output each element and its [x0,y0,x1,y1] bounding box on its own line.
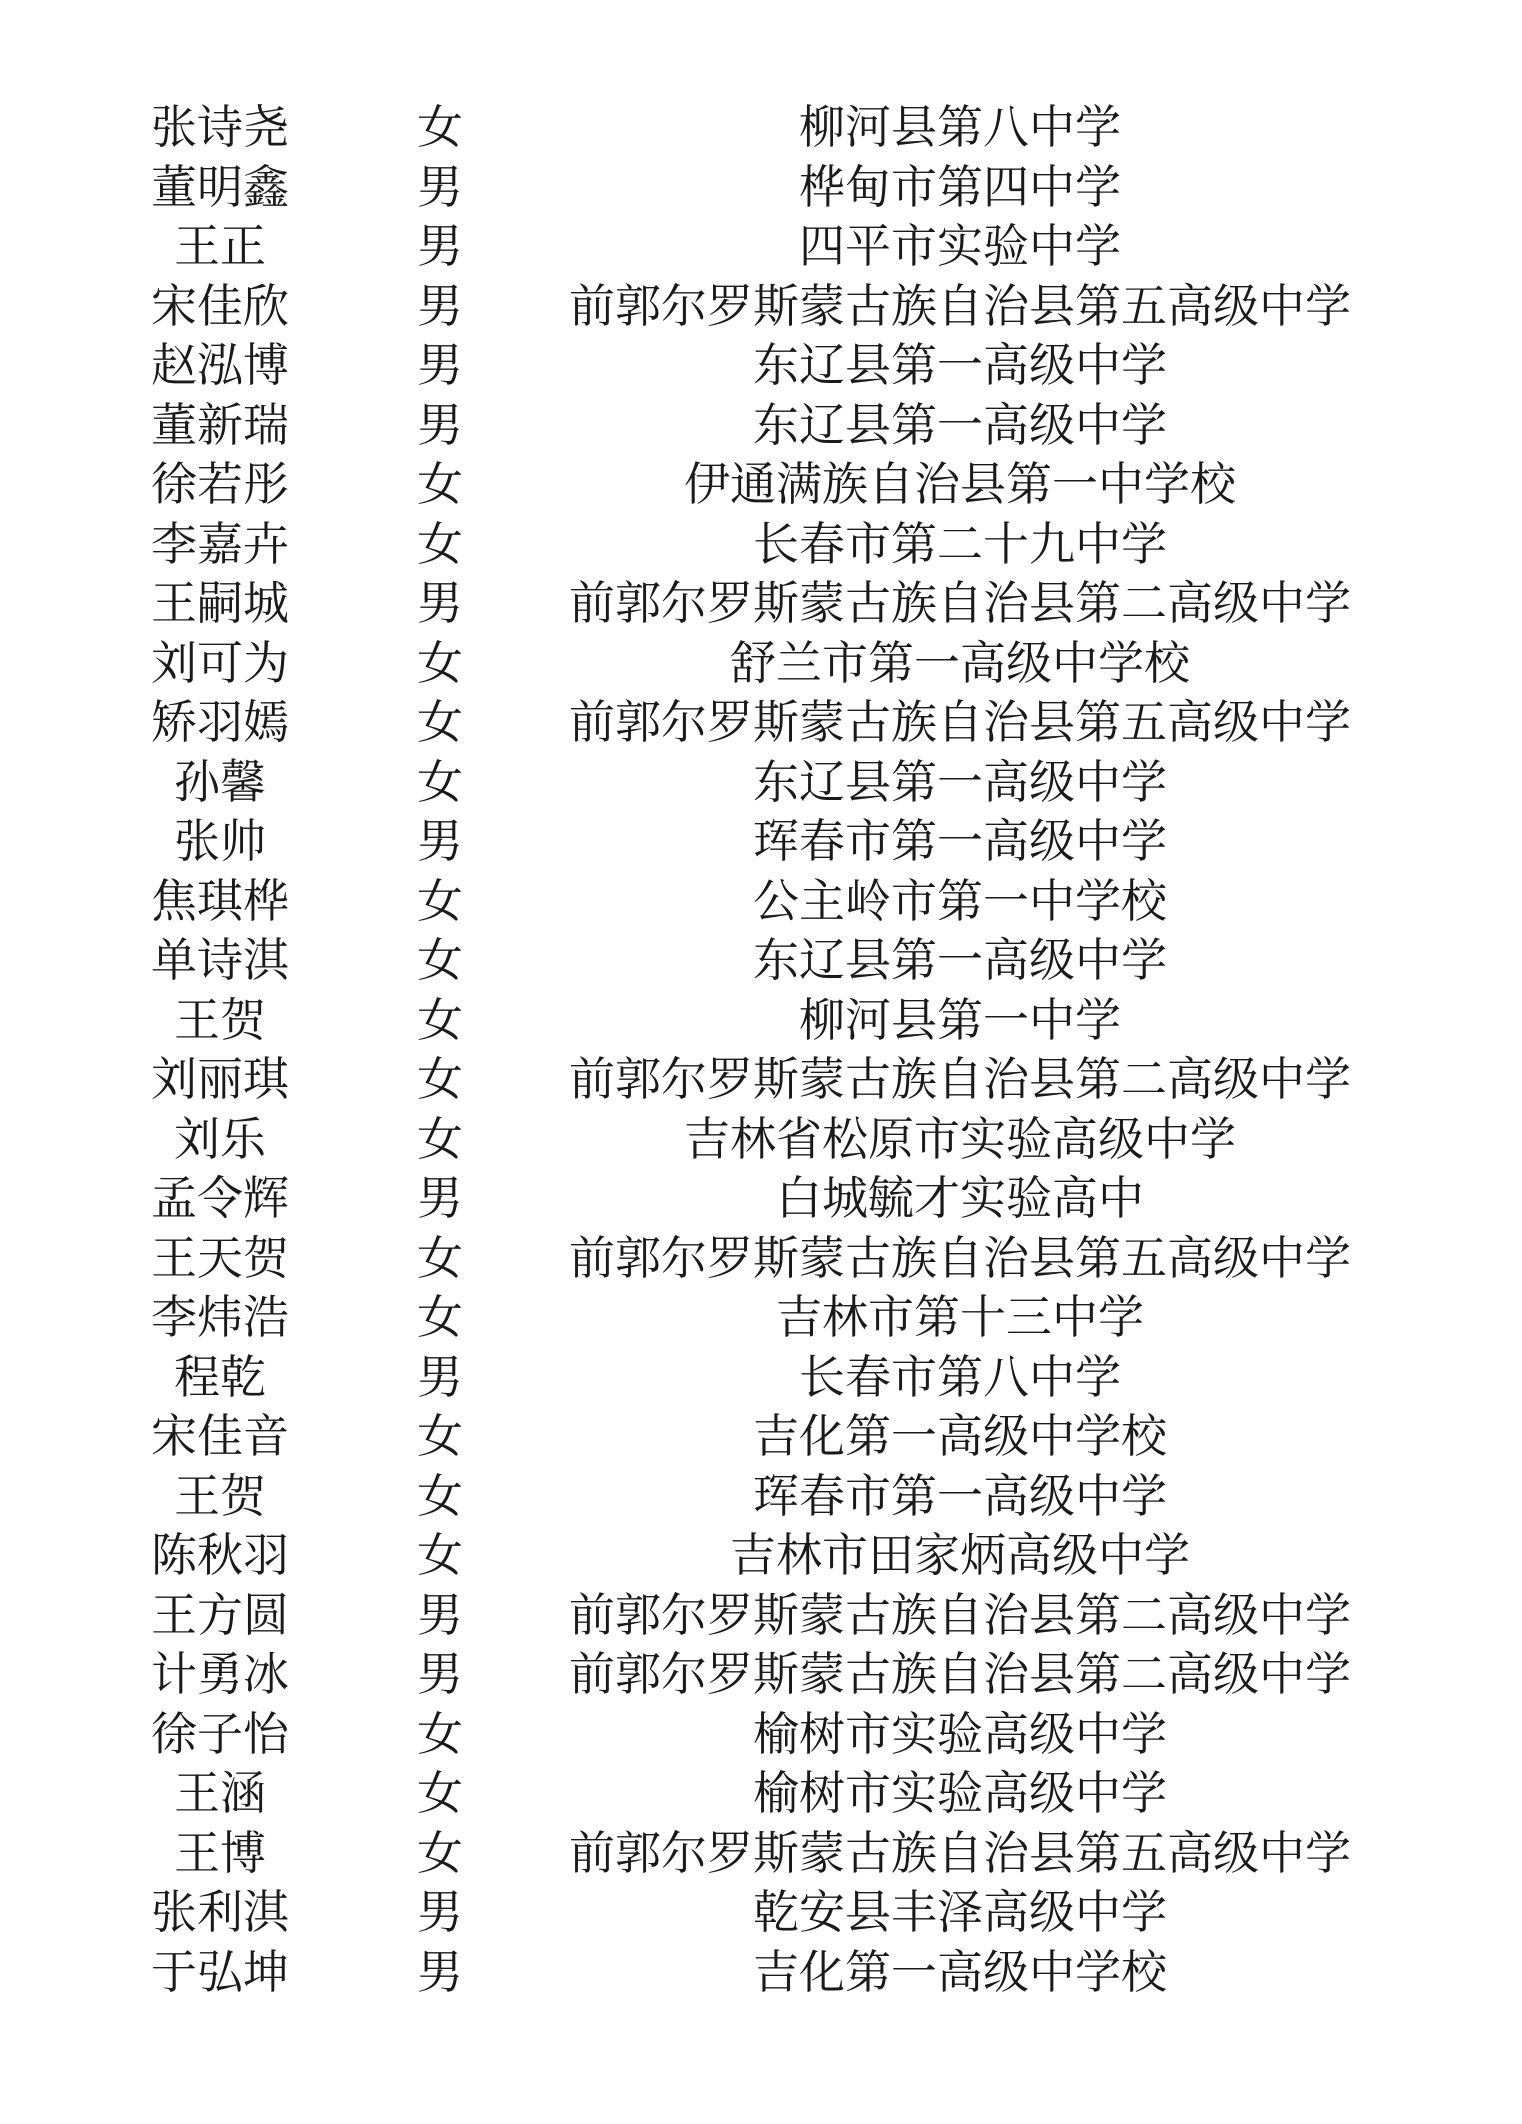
list-item [0,396,1522,456]
list-item [0,1110,1522,1170]
student-name: 宋佳欣 [151,278,289,333]
student-school: 东辽县第一高级中学 [753,397,1167,452]
student-name: 于弘坤 [151,1944,289,1999]
student-school: 东辽县第一高级中学 [753,933,1167,987]
student-name: 李嘉卉 [151,516,289,571]
student-roster [0,98,1522,2002]
list-item [0,1407,1522,1467]
student-gender: 女 [417,100,463,154]
student-name: 王贺 [174,1468,266,1523]
list-item [0,1526,1522,1586]
student-name: 孙馨 [174,754,266,809]
student-name: 王正 [174,219,266,273]
student-name: 宋佳音 [151,1409,289,1463]
student-gender: 男 [417,397,463,452]
student-gender: 女 [417,1290,463,1344]
list-item [0,1705,1522,1765]
student-school: 东辽县第一高级中学 [753,338,1167,392]
student-gender: 男 [417,338,463,392]
student-name: 刘乐 [174,1111,266,1166]
student-school: 公主岭市第一中学校 [753,873,1167,928]
student-name: 王贺 [174,992,266,1047]
student-name: 刘可为 [151,635,289,690]
student-name: 矫羽嫣 [151,695,289,749]
student-name: 焦琪桦 [151,873,289,928]
student-gender: 女 [417,695,463,749]
list-item [0,1348,1522,1408]
student-gender: 女 [417,992,463,1047]
student-gender: 男 [417,1647,463,1701]
list-item [0,931,1522,991]
student-school: 榆树市实验高级中学 [753,1766,1167,1820]
list-item [0,991,1522,1051]
student-name: 王博 [174,1825,266,1880]
student-gender: 男 [417,1349,463,1404]
student-name: 董明鑫 [151,159,289,214]
student-school: 榆树市实验高级中学 [753,1706,1167,1761]
student-gender: 男 [417,814,463,868]
list-item [0,277,1522,337]
student-school: 前郭尔罗斯蒙古族自治县第五高级中学 [569,1230,1351,1285]
student-name: 董新瑞 [151,397,289,452]
student-school: 前郭尔罗斯蒙古族自治县第二高级中学 [569,576,1351,630]
student-gender: 女 [417,1230,463,1285]
student-name: 陈秋羽 [151,1528,289,1582]
student-gender: 男 [417,219,463,273]
student-school: 伊通满族自治县第一中学校 [684,457,1236,511]
student-gender: 男 [417,1885,463,1939]
student-school: 四平市实验中学 [799,219,1121,273]
list-item [0,1943,1522,2003]
student-gender: 男 [417,278,463,333]
student-name: 单诗淇 [151,933,289,987]
list-item [0,1883,1522,1943]
student-school: 吉化第一高级中学校 [753,1409,1167,1463]
list-item [0,217,1522,277]
student-school: 长春市第二十九中学 [753,516,1167,571]
student-school: 吉林市田家炳高级中学 [730,1528,1190,1582]
student-gender: 男 [417,159,463,214]
student-gender: 女 [417,754,463,809]
student-name: 王天贺 [151,1230,289,1285]
student-school: 柳河县第一中学 [799,992,1121,1047]
student-gender: 男 [417,1171,463,1225]
student-gender: 女 [417,516,463,571]
student-gender: 女 [417,1766,463,1820]
student-gender: 女 [417,635,463,690]
student-gender: 女 [417,873,463,928]
student-gender: 女 [417,1111,463,1166]
student-name: 王方圆 [151,1587,289,1642]
student-name: 李炜浩 [151,1290,289,1344]
student-gender: 女 [417,457,463,511]
student-gender: 女 [417,1706,463,1761]
list-item [0,1288,1522,1348]
list-item [0,1467,1522,1527]
student-school: 吉林市第十三中学 [776,1290,1144,1344]
student-school: 珲春市第一高级中学 [753,814,1167,868]
list-item [0,693,1522,753]
student-name: 徐子怡 [151,1706,289,1761]
student-school: 东辽县第一高级中学 [753,754,1167,809]
list-item [0,455,1522,515]
student-name: 张利淇 [151,1885,289,1939]
student-name: 刘丽琪 [151,1052,289,1106]
student-name: 程乾 [174,1349,266,1404]
student-name: 赵泓博 [151,338,289,392]
student-name: 徐若彤 [151,457,289,511]
list-item [0,872,1522,932]
student-gender: 女 [417,1409,463,1463]
student-school: 前郭尔罗斯蒙古族自治县第二高级中学 [569,1052,1351,1106]
student-gender: 女 [417,1825,463,1880]
list-item [0,1764,1522,1824]
student-school: 舒兰市第一高级中学校 [730,635,1190,690]
student-school: 乾安县丰泽高级中学 [753,1885,1167,1939]
list-item [0,1229,1522,1289]
list-item [0,1645,1522,1705]
student-school: 柳河县第八中学 [799,100,1121,154]
student-gender: 女 [417,1528,463,1582]
student-gender: 男 [417,1587,463,1642]
student-school: 前郭尔罗斯蒙古族自治县第五高级中学 [569,278,1351,333]
list-item [0,158,1522,218]
list-item [0,753,1522,813]
student-school: 珲春市第一高级中学 [753,1468,1167,1523]
student-name: 王涵 [174,1766,266,1820]
student-gender: 女 [417,1052,463,1106]
student-name: 计勇冰 [151,1647,289,1701]
student-school: 桦甸市第四中学 [799,159,1121,214]
list-item [0,1824,1522,1884]
student-school: 前郭尔罗斯蒙古族自治县第五高级中学 [569,1825,1351,1880]
list-item [0,812,1522,872]
list-item [0,515,1522,575]
student-school: 白城毓才实验高中 [776,1171,1144,1225]
list-item [0,1050,1522,1110]
list-item [0,336,1522,396]
student-name: 王嗣城 [151,576,289,630]
student-school: 吉化第一高级中学校 [753,1944,1167,1999]
student-gender: 女 [417,1468,463,1523]
student-name: 张诗尧 [151,100,289,154]
student-school: 长春市第八中学 [799,1349,1121,1404]
student-gender: 男 [417,576,463,630]
list-item [0,634,1522,694]
student-school: 前郭尔罗斯蒙古族自治县第二高级中学 [569,1587,1351,1642]
student-school: 吉林省松原市实验高级中学 [684,1111,1236,1166]
list-item [0,1586,1522,1646]
list-item [0,1169,1522,1229]
student-gender: 女 [417,933,463,987]
list-item [0,574,1522,634]
student-name: 孟令辉 [151,1171,289,1225]
student-gender: 男 [417,1944,463,1999]
student-school: 前郭尔罗斯蒙古族自治县第五高级中学 [569,695,1351,749]
list-item [0,98,1522,158]
student-name: 张帅 [174,814,266,868]
student-school: 前郭尔罗斯蒙古族自治县第二高级中学 [569,1647,1351,1701]
